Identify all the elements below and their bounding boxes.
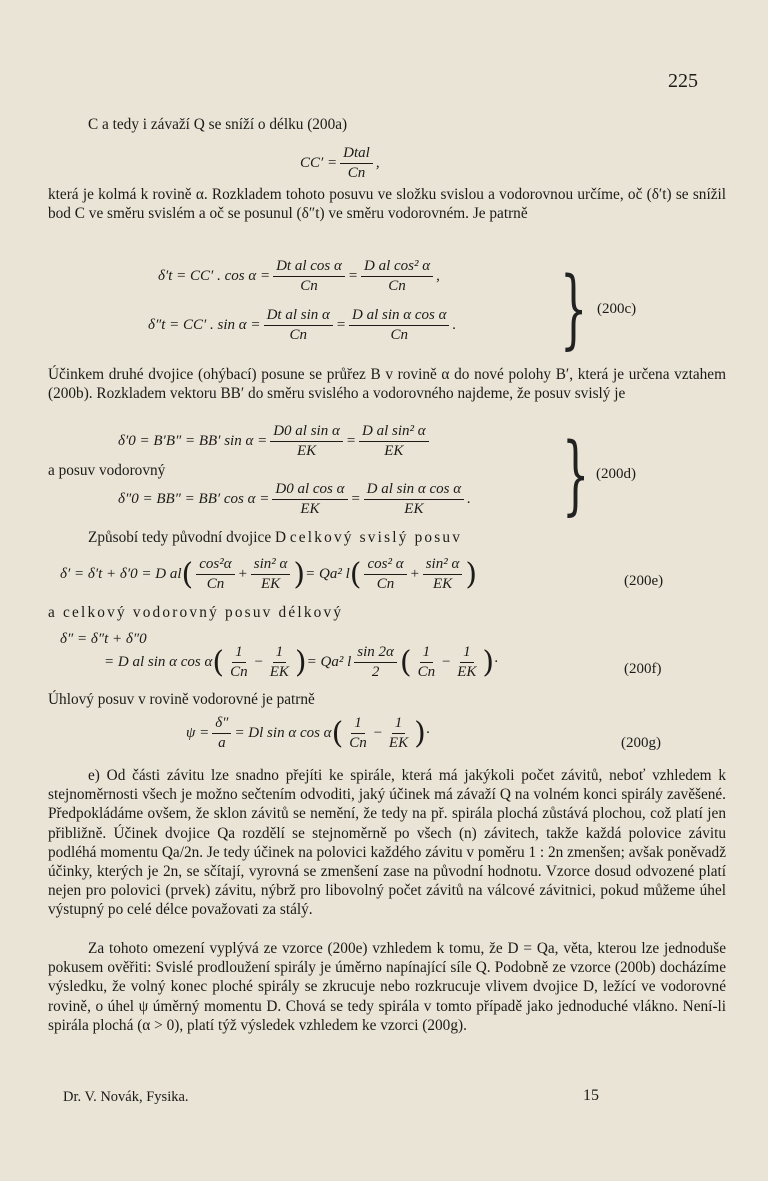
paragraph-uhlovy: Úhlový posuv v rovině vodorovné je patrně xyxy=(48,691,315,708)
equation-cc: CC′ = $\frac{\text{Dtal}}{Cn}$ , xyxy=(300,145,380,181)
footer-author: Dr. V. Novák, Fysika. xyxy=(63,1089,189,1105)
paragraph-omezeni: Za tohoto omezení vyplývá ze vzorce (200e) vzhledem k tomu, že D = Qa, věta, kterou lze jednoduše pokusem ověřiti: Svislé prodloužení spirály je úměrno napínající síle Q. Podobně ze vzorce (200b) docházíme výsledku, že volný konec ploché spirály se zkrucuje nebo rozkrucuje vlivem dvojice D, ležící ve vodorovné rovině, o úhel ψ úměrný momentu D. Chová se tedy spirála v tomto případě jako jednoduché vlákno. Není-li spirála plochá (α > 0), platí týž výsledek vzhledem ke vzorci (200g). xyxy=(48,940,726,1034)
equation-number-200f: (200f) xyxy=(624,661,662,677)
brace-200d: } xyxy=(562,425,590,525)
equation-number-200c: (200c) xyxy=(597,301,637,317)
brace-200c: } xyxy=(560,259,588,359)
equation-number-200e: (200e) xyxy=(624,573,664,589)
label-posuv-vodorovny: a posuv vodorovný xyxy=(48,462,166,479)
equation-200f-2: = D al sin α cos α ( $\frac{1}{Cn}$ − $\frac{1}{EK}$ ) = Qa² l $\frac{\sin 2\alpha}{2}$ ( $\frac{1}{Cn}$ − $\frac{1}{EK}$ ) · xyxy=(104,644,498,680)
equation-200e: δ′ = δ′t + δ′0 = D al ( $\frac{\text{cos²α}}{Cn}$ + $\frac{\text{sin² α}}{EK}$ ) = Qa² l ( $\frac{\text{cos² α}}{Cn}$ + $\frac{\text{sin² α}}{EK}$ ) xyxy=(60,556,478,592)
equation-number-200g: (200g) xyxy=(621,735,661,751)
equation-number-200d: (200d) xyxy=(596,466,636,482)
footer-signature: 15 xyxy=(583,1087,599,1104)
equation-200d-2: δ″0 = BB″ = BB′ cos α = $\frac{\text{D0 al cos α}}{EK}$ = $\frac{\text{D al sin α cos α}}{EK}$ . xyxy=(118,481,471,517)
paragraph-intro: C a tedy i závaží Q se sníží o délku (200a) xyxy=(88,116,348,133)
paragraph-rozklad: která je kolmá k rovině α. Rozkladem tohoto posuvu ve složku svislou a vodorovnou určíme, oč (δ′t) se snížil bod C ve směru svislém a oč se posunul (δ″t) ve směru vodorovném. Je patrně xyxy=(48,186,726,223)
paragraph-celkovy-vodorovny: a celkový vodorovný posuv délkový xyxy=(48,604,344,621)
equation-200d-1: δ′0 = B′B″ = BB′ sin α = $\frac{\text{D0 al sin α}}{EK}$ = $\frac{\text{D al sin² α}}{EK}$ xyxy=(118,423,432,460)
equation-200g: ψ = $\frac{\delta''}{a}$ = Dl sin α cos α ( $\frac{1}{Cn}$ − $\frac{1}{EK}$ ) · xyxy=(186,715,430,751)
paragraph-ohybaci: Účinkem druhé dvojice (ohýbací) posune se průřez B v rovině α do nové polohy B′, která je určena vztahem (200b). Rozkladem vektoru BB′ do směru svislého a vodorovného najdeme, že posuv svislý je xyxy=(48,366,726,403)
page-number: 225 xyxy=(668,70,698,92)
equation-200c-2: δ″t = CC′ . sin α = $\frac{\text{Dt al sin α}}{Cn}$ = $\frac{\text{D al sin α cos α}}{Cn}$ . xyxy=(148,307,457,343)
paragraph-celkovy-svisly: Způsobí tedy původní dvojice D celkový svislý posuv xyxy=(88,529,463,546)
equation-200c-1: δ′t = CC′ . cos α = $\frac{\text{Dt al cos α}}{Cn}$ = $\frac{\text{D al cos² α}}{Cn}$ , xyxy=(158,258,440,294)
equation-200f-1: δ″ = δ″t + δ″0 xyxy=(60,631,147,647)
paragraph-spirala: e) Od části závitu lze snadno přejíti ke spirále, která má jakýkoli počet závitů, neboť vzhledem k stejnoměrnosti všech je možno sečtením odvoditi, jaký účinek má závaží Q na volném konci spirály zavěšené. Předpokládáme ovšem, že sklon závitů se nemění, že tedy na př. spirála plochá zůstává plochou, což platí jen přibližně. Účinek dvojice Qa rozdělí se stejnoměrně po všech (n) závitech, takže každá polovice závitu podléhá momentu Qa/2n. Je tedy účinek na polovici každého závitu v poměru 1 : 2n zmenšen; avšak poněvadž účinky, kterých je 2n, se sčítají, vyrovná se zmenšení zase na původní hodnotu. Vzorce dosud odvozené platí nejen pro polovici (prvek) závitu, nýbrž pro libovolný počet závitů na válcové závitnici, pokud můžeme úhel výstupný po celé délce považovati za stálý. xyxy=(48,767,726,919)
